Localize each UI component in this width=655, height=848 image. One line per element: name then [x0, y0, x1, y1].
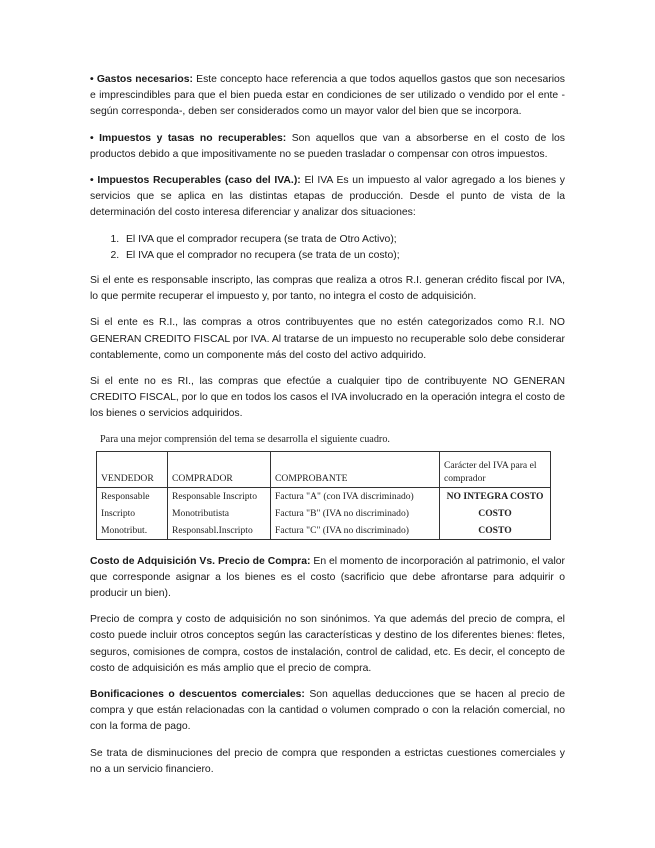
paragraph-bonificaciones	[90, 687, 565, 736]
paragraph-ri-otros: Si el ente es R.I., las compras a otros contribuyentes que no estén categorizados como R.I. NO GENERAN CREDITO FISCAL por IVA. Al tratarse de un impuesto no recuperable solo debe considerar contablemente, como un componente más del costo del activo adquirido.	[90, 317, 565, 361]
paragraph-disminuciones: Se trata de disminuciones del precio de compra que responden a estrictas cuestiones comerciales y no a un servicio financiero.	[90, 747, 565, 775]
term-bonificaciones: Bonificaciones o descuentos comerciales:	[90, 689, 305, 701]
header-caracter-iva: Carácter del IVA para el comprador	[440, 451, 551, 487]
text-bonificaciones: Son aquellas deducciones que se hacen al precio de compra y que están relacionadas con la cantidad o volumen comprado o con la relación comercial, no con la forma de pago.	[90, 689, 565, 733]
cell-caracter: COSTO	[440, 522, 551, 540]
table-header-row	[97, 451, 551, 487]
paragraph-costo-adquisicion	[90, 554, 565, 603]
cell-vendedor: Responsable	[97, 487, 168, 505]
text-costo-adquisicion: En el momento de incorporación al patrimonio, el valor que corresponde asignar a los bienes es el costo (sacrificio que debe afrontarse para adquirir o producir un bien).	[90, 555, 565, 600]
term-costo-adquisicion: Costo de Adquisición Vs. Precio de Compra:	[90, 555, 311, 567]
table-caption: Para una mejor comprensión del tema se desarrolla el siguiente cuadro.	[100, 433, 390, 445]
list-item: 1. El IVA que el comprador recupera (se trata de Otro Activo);	[122, 232, 565, 248]
paragraph-ri-inscripto: Si el ente es responsable inscripto, las compras que realiza a otros R.I. generan crédito fiscal por IVA, lo que permite recuperar el impuesto y, por tanto, no integra el costo de adquisición.	[90, 275, 565, 303]
header-comprador: COMPRADOR	[168, 451, 271, 487]
paragraph-precio-compra: Precio de compra y costo de adquisición no son sinónimos. Ya que además del precio de compra, el costo puede incluir otros conceptos según las características y destino de los diferentes bienes: fletes, seguros, comisiones de compra, costos de instalación, control de calidad, etc. Es decir, el concepto de costo de adquisición es más amplio que el precio de compra.	[90, 614, 565, 674]
iva-situations-list	[90, 232, 565, 264]
table-row	[97, 522, 551, 540]
cell-comprobante: Factura "B" (IVA no discriminado)	[271, 505, 440, 522]
term-gastos-necesarios: • Gastos necesarios:	[90, 74, 193, 85]
cell-comprobante: Factura "C" (IVA no discriminado)	[271, 522, 440, 540]
list-item: 2. El IVA que el comprador no recupera (se trata de un costo);	[122, 248, 565, 264]
term-impuestos-recuperables: • Impuestos Recuperables (caso del IVA.):	[90, 175, 301, 187]
table-row	[97, 505, 551, 522]
iva-table	[96, 451, 551, 540]
cell-vendedor: Monotribut.	[97, 522, 168, 540]
paragraph-no-ri: Si el ente no es RI., las compras que efectúe a cualquier tipo de contribuyente NO GENERAN CREDITO FISCAL, por lo que en todos los casos el IVA involucrado en la operación integra el costo de los bienes o servicios adquiridos.	[90, 376, 565, 420]
cell-caracter: NO INTEGRA COSTO	[440, 487, 551, 505]
paragraph-impuestos-recuperables	[90, 173, 565, 222]
table-row	[97, 487, 551, 505]
paragraph-impuestos-no-recuperables	[90, 131, 565, 163]
text-impuestos-no-recuperables: Son aquellos que van a absorberse en el costo de los productos debido a que impositivamente no se pueden trasladar o compensar con otros impuestos.	[90, 132, 565, 160]
paragraph-gastos-necesarios	[90, 72, 565, 121]
text-impuestos-recuperables: El IVA Es un impuesto al valor agregado a los bienes y servicios que se aplica en las distintas etapas de producción. Desde el punto de vista de la determinación del costo interesa diferenciar y analizar dos situaciones:	[90, 175, 565, 219]
cell-comprobante: Factura "A" (con IVA discriminado)	[271, 487, 440, 505]
header-comprobante: COMPROBANTE	[271, 451, 440, 487]
text-gastos-necesarios: Este concepto hace referencia a que todos aquellos gastos que son necesarios e imprescindibles para que el bien pueda estar en condiciones de ser utilizado o vendido por el ente -según corresponda-, deben ser considerados como un mayor valor del bien que se incorpora.	[90, 74, 565, 118]
cell-comprador: Responsable Inscripto	[168, 487, 271, 505]
header-vendedor: VENDEDOR	[97, 451, 168, 487]
term-impuestos-no-recuperables: • Impuestos y tasas no recuperables:	[90, 132, 287, 144]
cell-vendedor: Inscripto	[97, 505, 168, 522]
cell-comprador: Monotributista	[168, 505, 271, 522]
cell-comprador: Responsabl.Inscripto	[168, 522, 271, 540]
cell-caracter: COSTO	[440, 505, 551, 522]
